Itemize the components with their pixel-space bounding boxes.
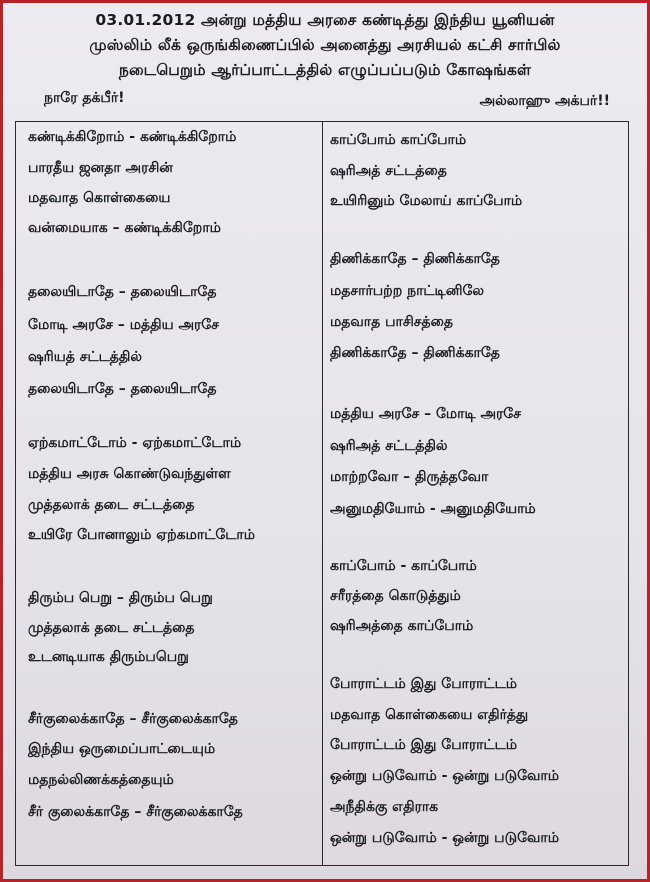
left-slogan-line: உயிரே போனாலும் ஏற்கமாட்டோம் [28,527,256,543]
heading-line: நடைபெறும் ஆர்ப்பாட்டத்தில் எழுப்பப்படும் கோஷங்கள் [118,61,532,79]
left-slogan-line: திரும்ப பெறு – திரும்ப பெறு [28,590,213,606]
left-slogan-line: ஷரியத் சட்டத்தில் [28,349,142,365]
left-slogan-line: முத்தலாக் தடை சட்டத்தை [28,497,195,513]
left-slogan-line: சீர் குலைக்காதே – சீர்குலைக்காதே [28,804,243,820]
left-slogan-line: தலையிடாதே – தலையிடாதே [28,284,217,300]
left-slogan-line: முத்தலாக் தடை சட்டத்தை [28,620,195,636]
left-slogan-line: கண்டிக்கிறோம் - கண்டிக்கிறோம் [28,129,237,145]
left-slogan-line: மதவாத கொள்கையை [28,190,171,206]
right-slogan-line: அனுமதியோம் - அனுமதியோம் [330,501,536,517]
right-slogan-line: அநீதிக்கு எதிராக [330,799,439,815]
right-slogan-line: போராட்டம் இது போராட்டம் [330,676,518,692]
left-slogan-line: வன்மையாக – கண்டிக்கிறோம் [28,220,221,236]
right-slogan-line: ஷரிஅத்தை காப்போம் [330,618,474,634]
opening-slogan-right: அல்லாஹு அக்பர்!! [479,93,610,109]
left-slogan-line: இந்திய ஒருமைப்பாட்டையும் [28,741,216,757]
right-slogan-line: ஷரிஅத் சட்டத்தில் [330,438,448,454]
right-slogan-line: திணிக்காதே – திணிக்காதே [330,251,500,267]
left-slogan-line: மத்திய அரசு கொண்டுவந்துள்ள [28,466,231,482]
right-slogan-line: காப்போம் காப்போம் [330,132,467,148]
right-slogan-line: சரீரத்தை கொடுத்தும் [330,588,461,604]
right-slogan-line: ஒன்று படுவோம் - ஒன்று படுவோம் [330,830,559,846]
left-slogan-line: மதநல்லிணக்கத்தையும் [28,772,174,788]
heading-line: முஸ்லிம் லீக் ஒருங்கிணைப்பில் அனைத்து அரசியல் கட்சி சார்பில் [89,36,561,54]
left-slogan-line: தலையிடாதே – தலையிடாதே [28,381,217,397]
heading-line: 03.01.2012 அன்று மத்திய அரசை கண்டித்து இந்திய யூனியன் [95,11,555,29]
right-slogan-line: மதவாத பாசிசத்தை [330,314,454,330]
right-slogan-line: ஒன்று படுவோம் - ஒன்று படுவோம் [330,768,559,784]
left-slogan-line: உடனடியாக திரும்பபெறு [28,649,189,665]
right-slogan-line: ஷரிஅத் சட்டத்தை [330,163,447,179]
right-slogan-line: மத்திய அரசே – மோடி அரசே [330,406,521,422]
document-heading [20,8,630,83]
right-slogan-line: போராட்டம் இது போராட்டம் [330,737,518,753]
left-slogan-line: மோடி அரசே – மத்திய அரசே [28,317,219,333]
right-slogan-line: உயிரினும் மேலாய் காப்போம் [330,193,523,209]
opening-slogan-left: நாரே தக்பீர்! [44,90,125,106]
right-slogan-line: மாற்றவோ – திருத்தவோ [330,469,489,485]
slogan-table [15,121,629,866]
right-slogan-line: காப்போம் - காப்போம் [330,558,477,574]
left-slogan-line: சீர்குலைக்காதே – சீர்குலைக்காதே [28,711,238,727]
right-slogan-line: திணிக்காதே – திணிக்காதே [330,345,500,361]
right-slogan-line: மதசார்பற்ற நாட்டினிலே [330,283,485,299]
left-slogan-line: ஏற்கமாட்டோம் - ஏற்கமாட்டோம் [28,435,242,451]
left-slogan-line: பாரதீய ஜனதா அரசின் [28,160,173,176]
column-divider [322,122,323,865]
right-slogan-line: மதவாத கொள்கையை எதிர்த்து [330,707,529,723]
